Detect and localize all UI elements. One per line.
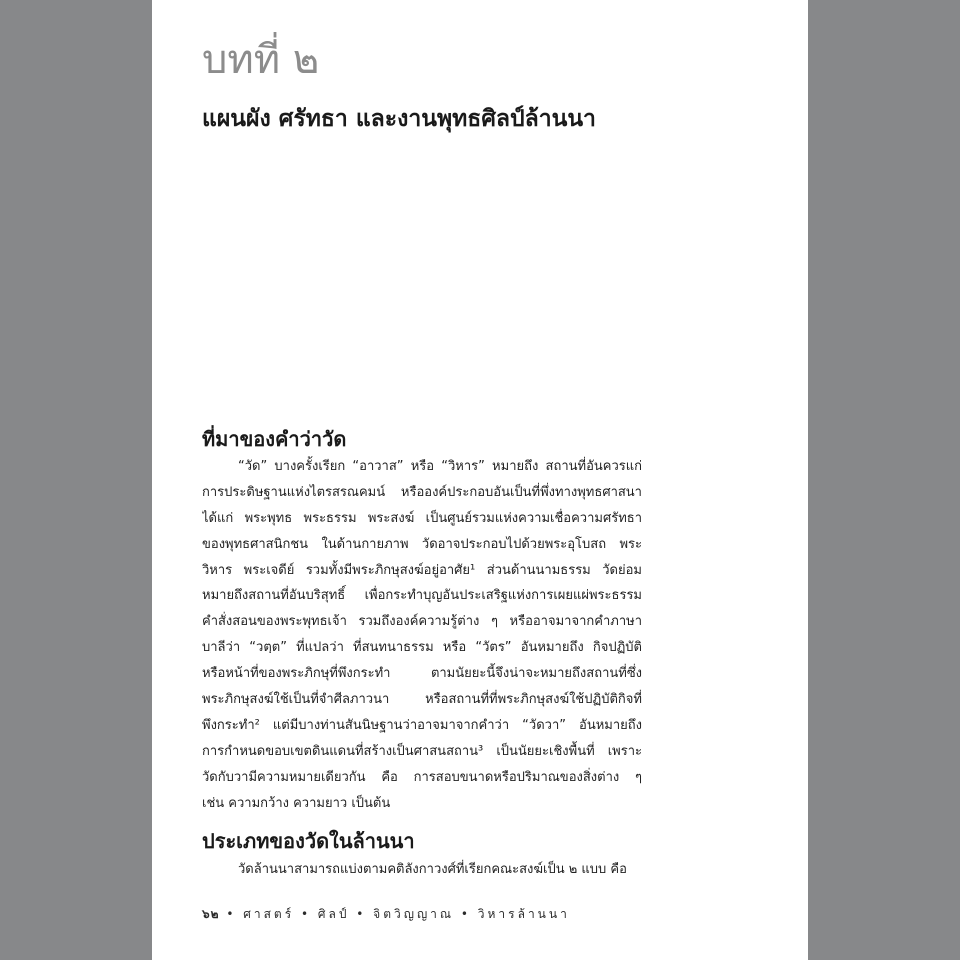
paragraph-line: วิหาร พระเจดีย์ รวมทั้งมีพระภิกษุสงฆ์อยู่อาศัย¹ ส่วนด้านนามธรรม วัดย่อม xyxy=(202,562,642,578)
book-page xyxy=(152,0,808,960)
paragraph-line: การกำหนดขอบเขตดินแดนที่สร้างเป็นศาสนสถาน³ เป็นนัยยะเชิงพื้นที่ เพราะ xyxy=(202,743,642,759)
paragraph-line: การประดิษฐานแห่งไตรสรณคมน์ หรือองค์ประกอบอันเป็นที่พึ่งทางพุทธศาสนา xyxy=(202,484,642,500)
paragraph-line: หมายถึงสถานที่อันบริสุทธิ์ เพื่อกระทำบุญอันประเสริฐแห่งการเผยแผ่พระธรรม xyxy=(202,588,642,604)
paragraph-line: เช่น ความกว้าง ความยาว เป็นต้น xyxy=(202,795,391,811)
paragraph-line: หรือหน้าที่ของพระภิกษุที่พึงกระทำ ตามนัยยะนี้จึงน่าจะหมายถึงสถานที่ซึ่ง xyxy=(202,666,642,682)
page-number: ๖๒ xyxy=(202,907,220,921)
paragraph-line: พึงกระทำ² แต่มีบางท่านสันนิษฐานว่าอาจมาจากคำว่า “วัดวา” อันหมายถึง xyxy=(202,717,642,733)
running-title: • ศาสตร์ • ศิลป์ • จิตวิญญาณ • วิหารล้านนา xyxy=(226,907,570,921)
paragraph-line: วัดกับวามีความหมายเดียวกัน คือ การสอบขนาดหรือปริมาณของสิ่งต่าง ๆ xyxy=(202,769,642,785)
section-heading-types-of-wat: ประเภทของวัดในล้านนา xyxy=(202,829,415,853)
chapter-title: บทที่ ๒ xyxy=(202,37,320,83)
paragraph-line: พระภิกษุสงฆ์ใช้เป็นที่จำศีลภาวนา หรือสถานที่ที่พระภิกษุสงฆ์ใช้ปฏิบัติกิจที่ xyxy=(202,692,642,708)
paragraph-line: ของพุทธศาสนิกชน ในด้านกายภาพ วัดอาจประกอบไปด้วยพระอุโบสถ พระ xyxy=(202,536,642,552)
chapter-subtitle: แผนผัง ศรัทธา และงานพุทธศิลป์ล้านนา xyxy=(202,106,596,132)
section-heading-origin-of-word-wat: ที่มาของคำว่าวัด xyxy=(202,427,347,451)
paragraph-line: บาลีว่า “วตฺต” ที่แปลว่า ที่สนทนาธรรม หรือ “วัตร” อันหมายถึง กิจปฏิบัติ xyxy=(202,640,642,656)
paragraph-line: คำสั่งสอนของพระพุทธเจ้า รวมถึงองค์ความรู้ต่าง ๆ หรืออาจมาจากคำภาษา xyxy=(202,614,642,630)
section-body-types-of-wat xyxy=(202,857,642,883)
paragraph-line: ได้แก่ พระพุทธ พระธรรม พระสงฆ์ เป็นศูนย์รวมแห่งความเชื่อความศรัทธา xyxy=(202,510,642,526)
page-footer xyxy=(202,905,570,924)
paragraph-line: วัดล้านนาสามารถแบ่งตามคติลังกาวงศ์ที่เรียกคณะสงฆ์เป็น ๒ แบบ คือ xyxy=(238,862,627,877)
section-body-origin-of-word-wat xyxy=(202,454,642,816)
paragraph-line: “วัด” บางครั้งเรียก “อาวาส” หรือ “วิหาร” หมายถึง สถานที่อันควรแก่ xyxy=(238,459,642,474)
